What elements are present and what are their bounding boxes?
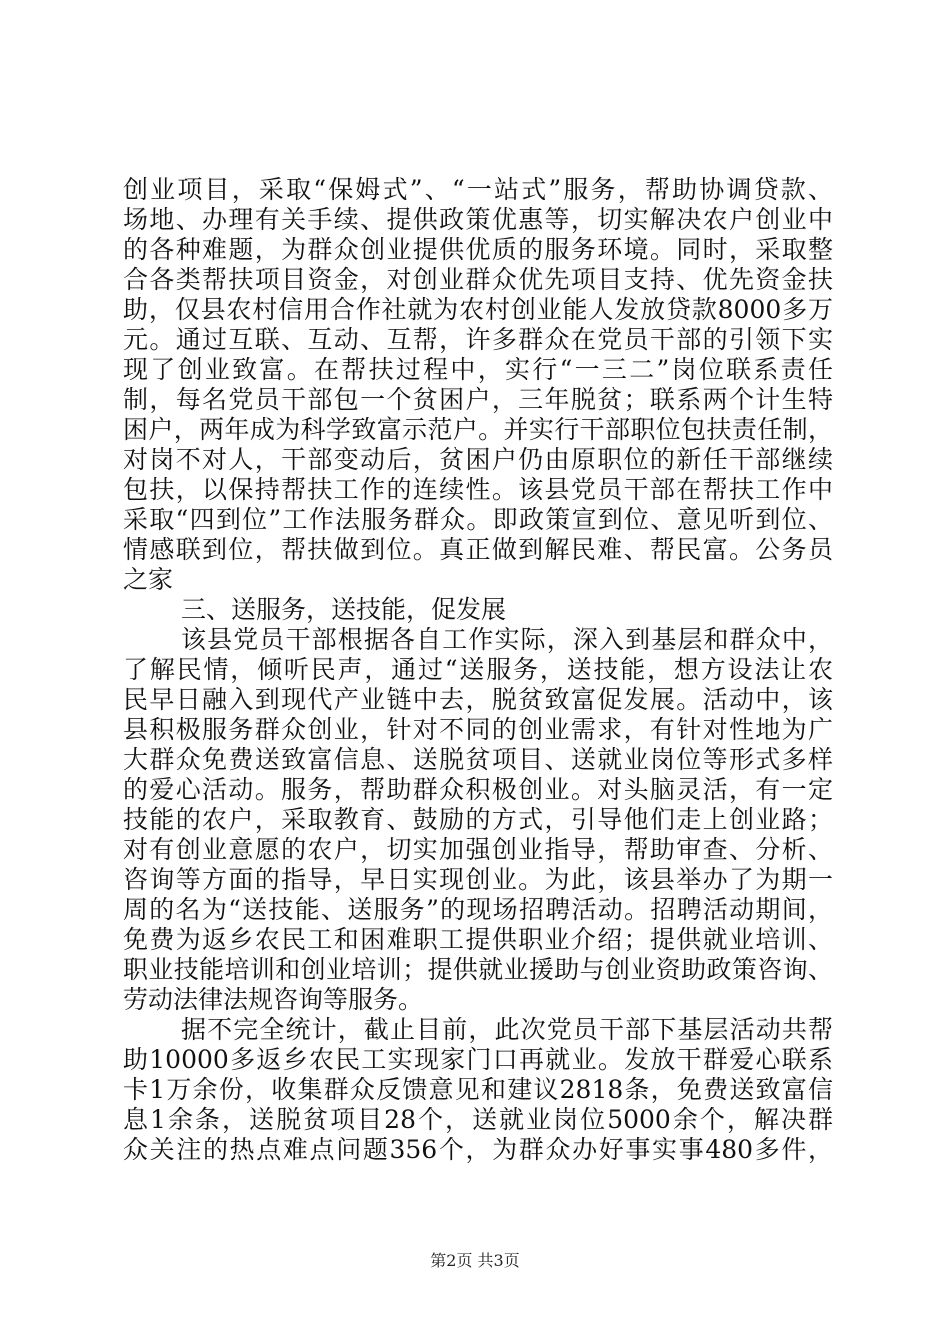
text-line: 据不完全统计，截止目前，此次党员干部下基层活动共帮: [181, 1015, 833, 1044]
page-footer: [0, 1250, 950, 1272]
text-line: 职业技能培训和创业培训；提供就业援助与创业资助政策咨询、: [123, 955, 833, 984]
text-line: 了解民情，倾听民声，通过“送服务，送技能，想方设法让农: [123, 655, 833, 684]
text-line: 大群众免费送致富信息、送脱贫项目、送就业岗位等形式多样: [123, 745, 833, 774]
text-line: 元。通过互联、互动、互帮，许多群众在党员干部的引领下实: [123, 325, 833, 354]
text-line: 对岗不对人，干部变动后，贫困户仍由原职位的新任干部继续: [123, 445, 833, 474]
text-line: 包扶，以保持帮扶工作的连续性。该县党员干部在帮扶工作中: [123, 475, 833, 504]
text-line: 免费为返乡农民工和困难职工提供职业介绍；提供就业培训、: [123, 925, 833, 954]
text-line: 对有创业意愿的农户，切实加强创业指导，帮助审查、分析、: [123, 835, 833, 864]
text-line: 该县党员干部根据各自工作实际，深入到基层和群众中，: [181, 625, 833, 654]
text-line: 采取“四到位”工作法服务群众。即政策宣到位、意见听到位、: [123, 505, 833, 534]
text-line: 场地、办理有关手续、提供政策优惠等，切实解决农户创业中: [123, 205, 833, 234]
text-line: 的爱心活动。服务，帮助群众积极创业。对头脑灵活，有一定: [123, 775, 833, 804]
text-line: 创业项目，采取“保姆式”、“一站式”服务，帮助协调贷款、: [123, 175, 833, 204]
text-line: 之家: [123, 565, 174, 594]
text-line: 民早日融入到现代产业链中去，脱贫致富促发展。活动中，该: [123, 685, 833, 714]
text-line: 劳动法律法规咨询等服务。: [123, 985, 424, 1014]
text-line: 咨询等方面的指导，早日实现创业。为此，该县举办了为期一: [123, 865, 833, 894]
section-heading: 三、送服务，送技能，促发展: [181, 595, 507, 624]
text-line: 息1余条，送脱贫项目28个，送就业岗位5000余个，解决群: [123, 1105, 833, 1134]
text-line: 县积极服务群众创业，针对不同的创业需求，有针对性地为广: [123, 715, 833, 744]
text-line: 现了创业致富。在帮扶过程中，实行“一三二”岗位联系责任: [123, 355, 833, 384]
text-line: 众关注的热点难点问题356个，为群众办好事实事480多件，: [123, 1135, 833, 1164]
text-line: 技能的农户，采取教育、鼓励的方式，引导他们走上创业路；: [123, 805, 833, 834]
text-line: 的各种难题，为群众创业提供优质的服务环境。同时，采取整: [123, 235, 833, 264]
text-line: 助10000多返乡农民工实现家门口再就业。发放干群爱心联系: [123, 1045, 833, 1074]
text-line: 困户，两年成为科学致富示范户。并实行干部职位包扶责任制，: [123, 415, 833, 444]
body-text: [123, 175, 833, 1165]
text-line: 制，每名党员干部包一个贫困户，三年脱贫；联系两个计生特: [123, 385, 833, 414]
text-line: 合各类帮扶项目资金，对创业群众优先项目支持、优先资金扶: [123, 265, 833, 294]
text-line: 情感联到位，帮扶做到位。真正做到解民难、帮民富。公务员: [123, 535, 833, 564]
text-line: 助，仅县农村信用合作社就为农村创业能人发放贷款8000多万: [123, 295, 833, 324]
text-line: 卡1万余份，收集群众反馈意见和建议2818条，免费送致富信: [123, 1075, 833, 1104]
page-number: 第2页 共3页: [430, 1251, 520, 1270]
text-line: 周的名为“送技能、送服务”的现场招聘活动。招聘活动期间，: [123, 895, 833, 924]
